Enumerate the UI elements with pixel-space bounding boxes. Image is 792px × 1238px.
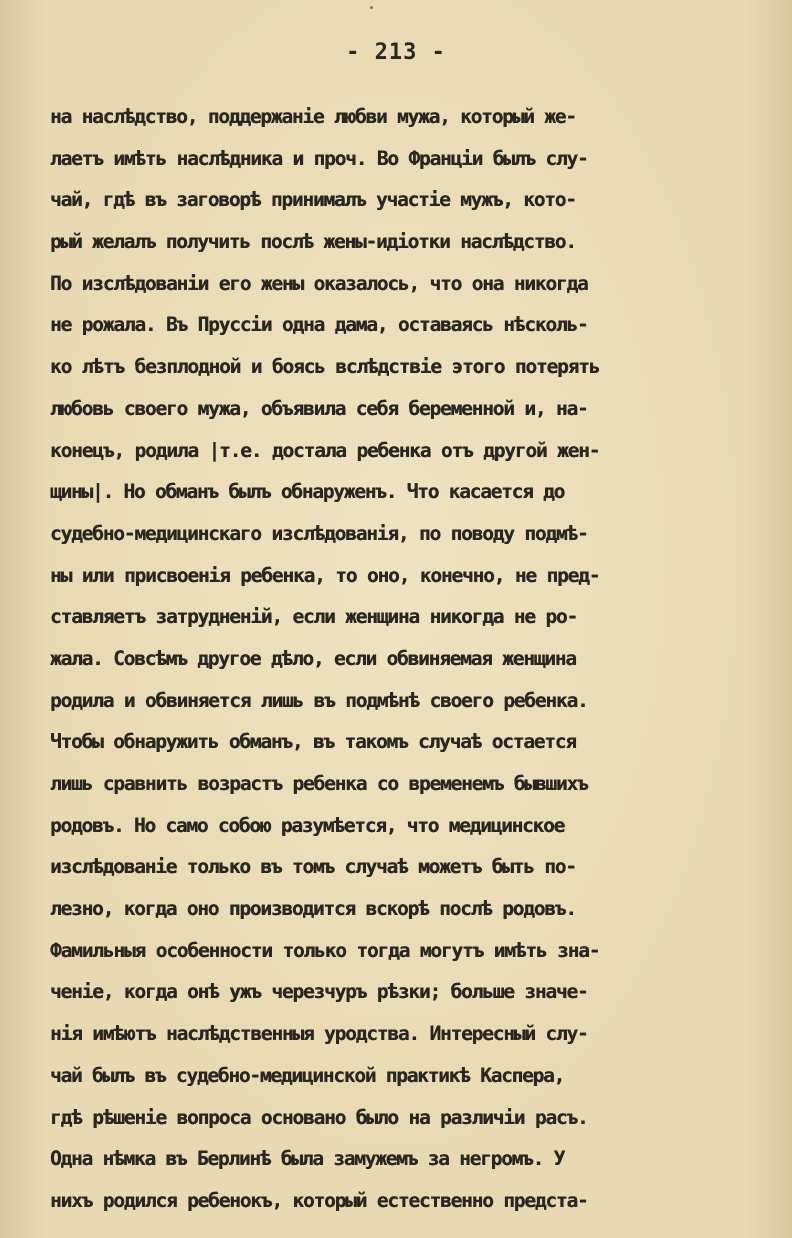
text-line: ко лѣтъ безплодной и боясь вслѣдствiе этого потерять [50,355,600,379]
text-line: гдѣ рѣшенiе вопроса основано было на различiи расъ. [50,1105,588,1129]
text-line: чай былъ въ судебно-медицинской практикѣ Каспера, [50,1063,565,1087]
text-line: на наслѣдство, поддержанiе любви мужа, который же- [50,105,576,128]
text-line: конецъ, родила |т.е. достала ребенка отъ другой жен- [50,438,600,462]
text-line: лишь сравнить возрастъ ребенка со временемъ бывшихъ [50,772,588,795]
text-line: рый желалъ получить послѣ жены-идiотки наслѣдство. [50,230,576,254]
text-line: нихъ родился ребенокъ, который естественно предста- [50,1188,588,1212]
text-line: родовъ. Но само собою разумѣется, что медицинское [50,813,565,837]
text-line: лаетъ имѣть наслѣдника и проч. Во Францiи былъ слу- [50,146,588,170]
text-line: ны или присвоенiя ребенка, то оно, конечно, не пред- [50,563,600,587]
text-line: По изслѣдованiи его жены оказалось, что она никогда [50,271,588,295]
text-line: лезно, когда оно производится вскорѣ послѣ родовъ. [50,897,576,921]
text-line: не рожала. Въ Пруссiи одна дама, оставаясь нѣсколь- [50,313,588,337]
page-number: - 213 - [346,40,446,65]
text-line: ставляетъ затрудненiй, если женщина никогда не ро- [50,605,577,629]
text-line: Фамильныя особенности только тогда могутъ имѣть зна- [50,938,600,962]
text-line: изслѣдованiе только въ томъ случаѣ можетъ быть по- [50,855,576,879]
text-line: ченiе, когда онѣ ужъ черезчуръ рѣзки; больше значе- [50,980,588,1004]
text-line: чай, гдѣ въ заговорѣ принималъ участiе мужъ, кото- [50,188,576,212]
text-line: нiя имѣютъ наслѣдственныя уродства. Интересный слу- [50,1022,588,1046]
text-line: судебно-медицинскаго изслѣдованiя, по поводу подмѣ- [50,521,588,545]
body-text [50,101,750,1227]
text-line: жала. Совсѣмъ другое дѣло, если обвиняемая женщина [50,646,576,670]
text-line: Одна нѣмка въ Берлинѣ была замужемъ за негромъ. У [50,1147,565,1171]
text-line: Чтобы обнаружить обманъ, въ такомъ случаѣ остается [50,730,576,754]
paper-speck [370,6,373,9]
text-line: щины|. Но обманъ былъ обнаруженъ. Что касается до [50,480,565,504]
text-line: любовь своего мужа, объявила себя беременной и, на- [50,396,588,420]
text-line: родила и обвиняется лишь въ подмѣнѣ своего ребенка. [50,688,588,712]
